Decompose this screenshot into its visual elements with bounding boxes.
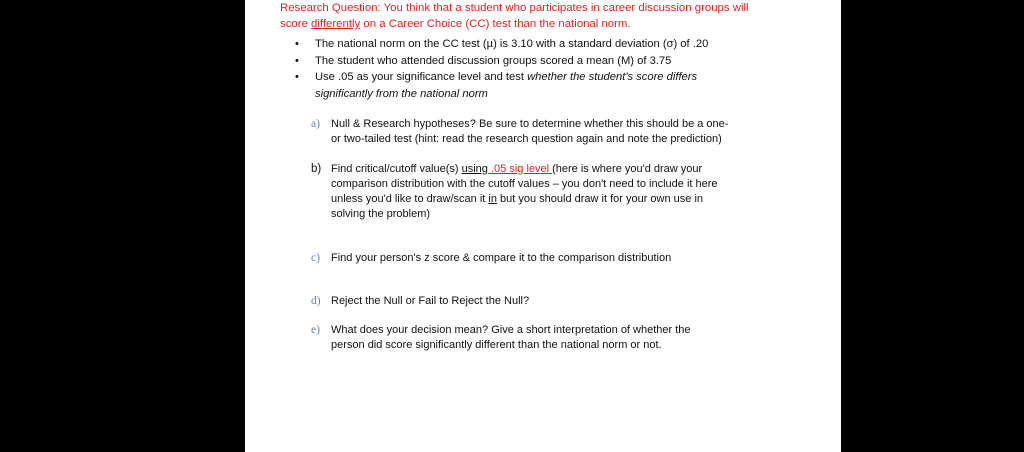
- question-d: [311, 294, 801, 309]
- question-c-label: c): [311, 252, 320, 264]
- question-b-line4: solving the problem): [331, 208, 431, 220]
- bullet-text: The national norm on the CC test (µ) is 3.10 with a standard deviation (σ) of .20: [315, 38, 709, 50]
- question-a-label: a): [311, 118, 320, 130]
- bullet-text: The student who attended discussion groups scored a mean (M) of 3.75: [315, 54, 672, 67]
- q-text: Find critical/cutoff value(s): [331, 163, 462, 175]
- question-d-label: d): [311, 295, 321, 307]
- bullet-text: Use .05 as your significance level and test: [315, 71, 528, 83]
- q-underlined: using: [461, 163, 488, 175]
- bullet-significance-cont: significantly from the national norm: [315, 87, 488, 100]
- question-c-line1: Find your person's z score & compare it to the comparison distribution: [331, 252, 672, 264]
- rq-underlined-word: differently: [311, 18, 361, 30]
- rq-text-end: on a Career Choice (CC) test than the national norm.: [360, 18, 631, 30]
- question-e: [311, 323, 801, 353]
- given-info-list: [295, 36, 815, 102]
- question-e-line1: What does your decision mean? Give a short interpretation of whether the: [331, 324, 691, 336]
- bullet-national-norm: [295, 36, 815, 53]
- question-b-line1: [331, 162, 801, 177]
- bullet-significance: [295, 69, 815, 86]
- question-d-line1: Reject the Null or Fail to Reject the Null?: [331, 295, 530, 307]
- bullet-italic-text: whether the student's score differs: [527, 71, 698, 83]
- bullet-student-mean: [295, 53, 815, 70]
- bullet-icon: •: [295, 71, 299, 83]
- q-text: (here is where you'd draw your: [552, 163, 703, 175]
- question-c: [311, 251, 801, 266]
- question-b-label: b): [311, 163, 322, 175]
- research-question: [280, 0, 820, 32]
- q-text: unless you'd like to draw/scan it: [331, 193, 489, 205]
- document-page: [245, 0, 841, 452]
- research-question-line2: [280, 16, 820, 32]
- q-underlined: in: [488, 193, 497, 205]
- bullet-icon: •: [295, 54, 299, 67]
- question-e-line2: person did score significantly different than the national norm or not.: [331, 339, 662, 351]
- question-a-line1: Null & Research hypotheses? Be sure to determine whether this should be a one-: [331, 118, 729, 130]
- question-b-line3: [331, 192, 801, 207]
- q-red-underlined: .05 sig level: [487, 163, 553, 175]
- rq-text: score: [280, 18, 312, 30]
- question-a-line2: or two-tailed test (hint: read the research question again and note the prediction): [331, 133, 722, 145]
- research-question-line1: Research Question: You think that a student who participates in career discussion groups will: [280, 2, 749, 14]
- q-text: but you should draw it for your own use in: [496, 193, 704, 205]
- question-e-label: e): [311, 324, 320, 336]
- bullet-icon: •: [295, 38, 299, 50]
- question-a: [311, 117, 801, 147]
- question-b-line2: comparison distribution with the cutoff values – you don't need to include it here: [331, 178, 718, 190]
- question-b: [311, 162, 801, 222]
